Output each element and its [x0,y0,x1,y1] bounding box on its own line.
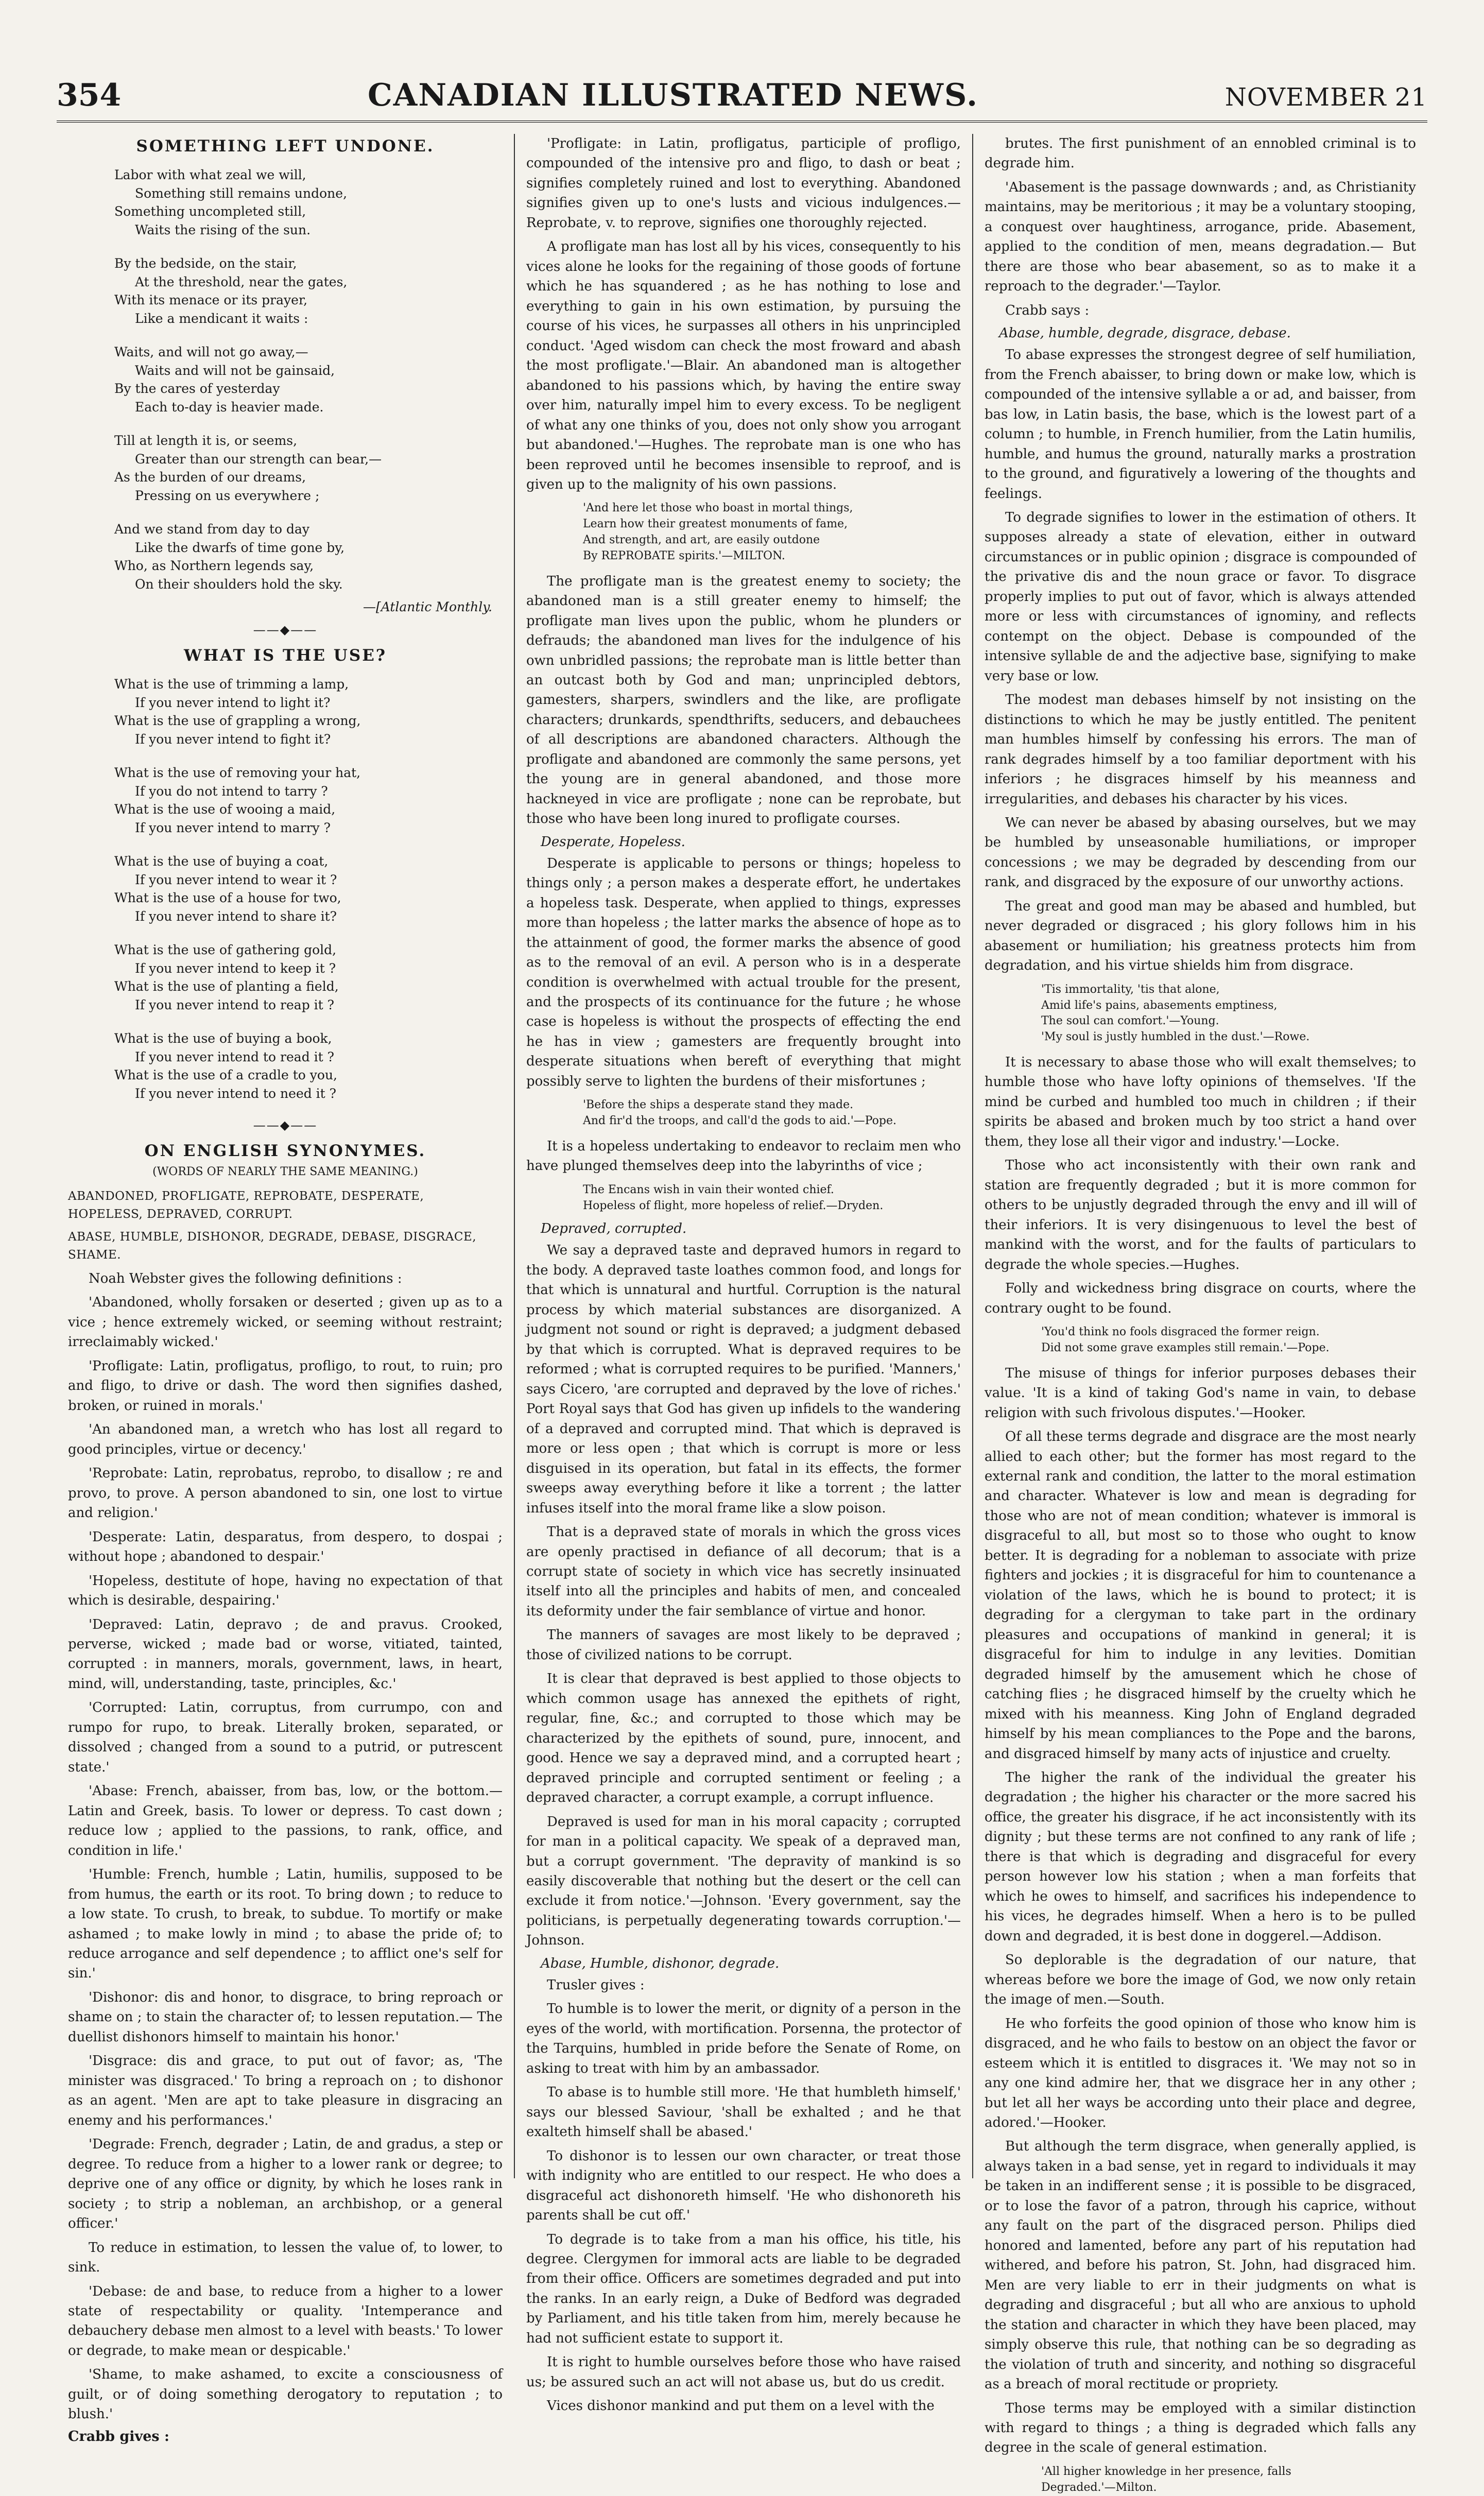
poem1-attribution: —[Atlantic Monthly. [363,599,492,614]
paragraph: 'Shame, to make ashamed, to excite a consciousness of guilt, or of doing something derogatory to reputation ; to blush.' [68,2367,503,2422]
poem-line: Till at length it is, or seems, [114,433,298,448]
paragraph: 'Desperate: Latin, desparatus, from despero, to dospai ; without hope ; abandoned to despair.' [68,1529,503,1565]
paragraph-block [985,1364,1416,2458]
paragraph: To abase expresses the strongest degree of self humiliation, from the French abaisser, to bring down or make low, which is compounded of the intensive syllable a or ad, and baisser, from bas low, in Latin basis, the base, which is the lowest part of a column ; to humble, in French humilier, from the Latin humilis, humble, and humus the ground, naturally marks a prostration to the ground, and figuratively a lowering of the thoughts and feelings. [985,347,1416,502]
poem2-body [68,675,503,1103]
quotation [985,2464,1416,2496]
paragraph: brutes. The first punishment of an ennobled criminal is to degrade him. [985,136,1416,171]
quote-line: Did not some grave examples still remain.'—Pope. [1041,1341,1330,1354]
paragraph: To degrade signifies to lower in the estimation of others. It supposes already a state of elevation, either in outward circumstances or in public opinion ; disgrace is compounded of the privative dis and the noun grace or favor. To disgrace properly implies to put out of favor, which is always attended more or less with circumstances of ignominy, and reflects contempt on the object. Debase is compounded of the intensive syllable de and the adjective base, signifying to make very base or low. [985,509,1416,684]
paragraph: Desperate is applicable to persons or things; hopeless to things only ; a person makes a desperate effort, he undertakes a hopeless task. Desperate, when applied to things, expresses more than hopeless ; the latter marks the absence of hope as to the attainment of good, the former marks the absence of good as to the removal of an evil. A person who is in a desperate condition is overwhelmed with actual trouble for the present, and the prospects of its continuance for the future ; he whose case is hopeless is without the prospects of effecting the end he has in view ; gamesters are frequently brought into desperate situations when bereft of everything that might possibly serve to lighten the burdens of their misfortunes ; [526,855,961,1089]
paragraph: 'Depraved: Latin, depravo ; de and pravus. Crooked, perverse, wicked ; made bad or worse, vitiated, tainted, corrupted : in manners, morals, government, laws, in heart, mind, will, understanding, taste, principles, &c.' [68,1616,503,1692]
paragraph: To reduce in estimation, to lessen the value of, to lower, to sink. [68,2240,503,2276]
quotation [985,982,1416,1045]
paragraph: It is right to humble ourselves before those who have raised us; be assured such an act will not abase us, but do us credit. [526,2354,961,2390]
poem-line: What is the use of a cradle to you, [114,1068,337,1082]
crabb-gives: Crabb gives : [68,2428,169,2445]
quote-line: The Encans wish in vain their wonted chief. [583,1183,834,1196]
poem-line: Labor with what zeal we will, [114,167,306,182]
paragraph: 'Debase: de and base, to reduce from a higher to a lower state of respectability or quality. 'Intemperance and debauchery debase men almost to a level with beasts.' To lower or degrade, to make mean or despicable.' [68,2283,503,2359]
paragraph: To dishonor is to lessen our own character, or treat those with indignity who are entitled to our respect. He who does a disgraceful act dishonoreth himself. 'He who dishonoreth his parents shall be cut off.' [526,2148,961,2224]
quote-line: 'And here let those who boast in mortal things, [583,502,853,515]
paragraph-block [526,1975,961,2416]
poem-line: Pressing on us everywhere ; [135,488,320,503]
paragraph: The manners of savages are most likely to be depraved ; those of civilized nations to be corrupt. [526,1627,961,1663]
poem1-body [68,166,503,593]
paragraph: Trusler gives : [547,1977,645,1993]
paragraph: 'Abandoned, wholly forsaken or deserted ; given up as to a vice ; hence extremely wicked, or seeming without restraint; irreclaimably wicked.' [68,1295,503,1350]
poem-line: And we stand from day to day [114,522,310,537]
issue-date: NOVEMBER 21 [1224,83,1427,112]
paragraph: 'Humble: French, humble ; Latin, humilis, supposed to be from humus, the earth or its root. To bring down ; to reduce to a low state. To crush, to break, to subdue. To mortify or make ashamed ; to make lowly in mind ; to abase the pride of; to reduce arrogance and self dependence ; to afflict one's self for sin.' [68,1867,503,1982]
paragraph: 'Abase: French, abaisser, from bas, low, or the bottom.— Latin and Greek, basis. To lower or depress. To cast down ; reduce low ; applied to the passions, to rank, office, and condition in life.' [68,1783,503,1858]
quote-line: And strength, and art, are easily outdone [583,533,820,547]
poem-line: Like a mendicant it waits : [135,311,308,326]
stanza [114,941,503,1014]
poem-line: Something uncompleted still, [114,204,306,219]
stanza [114,852,503,925]
quote-line: 'Before the ships a desperate stand they made. [583,1098,854,1112]
subsection-label: Desperate, Hopeless. [541,834,685,850]
paragraph: So deplorable is the degradation of our nature, that whereas before we bore the image of God, we now only retain the image of men.—South. [985,1952,1416,2008]
article-subtitle: (WORDS OF NEARLY THE SAME MEANING.) [152,1165,418,1178]
paragraph: But although the term disgrace, when generally applied, is always taken in a bad sense, yet in regard to individuals it may be taken in an indifferent sense ; it is possible to be disgraced, or to lose the favor of a patron, through his caprice, without any fault on the part of the disgraced person. Philips died honored and lamented, before any part of his reputation had withered, and before his patron, St. John, had disgraced him. Men are very liable to err in their judgments on what is degrading and disgraceful ; but all who are anxious to uphold the station and character in which they have been placed, may simply observe this rule, that nothing can be so degrading as the violation of truth and sincerity, and nothing so disgraceful as a breach of moral rectitude or propriety. [985,2139,1416,2392]
poem-line: What is the use of wooing a maid, [114,802,336,817]
poem2-title: WHAT IS THE USE? [184,646,387,665]
paragraph: He who forfeits the good opinion of those who know him is disgraced, and he who fails to bestow on an object the favor or esteem which it is entitled to disgraces it. 'We may not so in any one kind admire her, that we disgrace her in any other ; but let all her ways be according unto their place and degree, adored.'—Hooker. [985,2016,1416,2130]
paragraph: It is a hopeless undertaking to endeavor to reclaim men who have plunged themselves deep into the labyrinths of vice ; [526,1138,961,1174]
paragraph: To degrade is to take from a man his office, his title, his degree. Clergymen for immoral acts are liable to be degraded from their office. Officers are sometimes degraded and put into the ranks. In an early reign, a Duke of Bedford was degraded by Parliament, and his title taken from him, merely because he had not sufficient estate to support it. [526,2231,961,2346]
section-divider: ——◆—— [253,623,318,637]
paragraph: A profligate man has lost all by his vices, consequently to his vices alone he looks for the regaining of those goods of fortune which he has squandered ; as he has nothing to lose and everything to gain in his own estimation, by pursuing the course of his vices, he surpasses all others in his unprincipled conduct. 'Aged wisdom can check the most froward and abash the most profligate.'—Blair. An abandoned man is altogether abandoned to his passions which, by having the entire sway over him, naturally impel him to every excess. To be negligent of what any one thinks of you, does not only show you arrogant but abandoned.'—Hughes. The reprobate man is one who has been reproved until he becomes insensible to reproof, and is given up to the malignity of his own passions. [526,239,961,492]
paragraph: That is a depraved state of morals in which the gross vices are openly practised in defiance of all decorum; that is a corrupt state of society in which vice has secretly insinuated itself into all the principles and habits of men, and concealed its deformity under the fair semblance of virtue and honor. [526,1524,961,1619]
paragraph: The profligate man is the greatest enemy to society; the abandoned man is a still greater enemy to himself; the profligate man lives upon the public, whom he plunders or defrauds; the abandoned man lives for the indulgence of his own unbridled passions; the reprobate man is little better than an outcast both by God and man; unprincipled debtors, gamesters, sharpers, swindlers and the like, are profligate characters; drunkards, spendthrifts, seducers, and debauchees of all descriptions are abandoned characters. Although the profligate and abandoned are commonly the same persons, yet the young are in general abandoned, and those more hackneyed in vice are profligate ; none can be reprobate, but those who have been long inured to profligate courses. [526,573,961,827]
paragraph: 'Corrupted: Latin, corruptus, from currumpo, con and rumpo for rupo, to break. Literally broken, separated, or dissolved ; changed from a sound to a putrid, or putrescent state.' [68,1700,503,1775]
poem-line: If you never intend to keep it ? [135,960,336,976]
poem-line: By the cares of yesterday [114,381,280,396]
subsection-label: Depraved, corrupted. [541,1221,687,1237]
paragraph: Crabb says : [1005,302,1090,318]
poem-line: Waits, and will not go away,— [114,345,308,359]
paragraph: Those who act inconsistently with their own rank and station are frequently degraded ; but it is more common for others to be unjustly degraded through the envy and ill will of their inferiors. It is very disingenuous to level the best of mankind with the worst, and for the faults of particulars to degrade the whole species.—Hughes. [985,1158,1416,1272]
poem-line: On their shoulders hold the sky. [135,576,343,592]
article-title: ON ENGLISH SYNONYMES. [144,1142,426,1160]
paragraph: We say a depraved taste and depraved humors in regard to the body. A depraved taste loathes common food, and longs for that which is unnatural and hurtful. Corruption is the natural process by which material substances are disorganized. A judgment not sound or right is depraved; a judgment debased by that which is corrupted. What is depraved requires to be reformed ; what is corrupted requires to be purified. 'Manners,' says Cicero, 'are corrupted and depraved by the love of riches.' Port Royal says that God has given up infidels to the wandering of a depraved and corrupted mind. That which is depraved is more or less open ; that which is corrupt is more or less disguised in its operation, but fatal in its effects, the former sweeps away everything before it like a torrent ; the latter infuses itself into the moral frame like a slow poison. [526,1243,961,1516]
poem-line: What is the use of gathering gold, [114,942,337,957]
poem-line: By the bedside, on the stair, [114,256,297,271]
column-3 [973,134,1427,2494]
quote-line: By REPROBATE spirits.'—MILTON. [583,549,785,562]
paragraph: Vices dishonor mankind and put them on a level with the [547,2398,935,2414]
paragraph-block [985,1053,1416,1318]
paragraph: The misuse of things for inferior purposes debases their value. 'It is a kind of taking God's name in vain, to debase religion with such frivolous disputes.'—Hooker. [985,1365,1416,1421]
paragraph: It is necessary to abase those who will exalt themselves; to humble those who have lofty opinions of themselves. 'If the mind be curbed and humbled too much in children ; if their spirits be abased and broken much by too strict a hand over them, they lose all their vigor and industry.'—Locke. [985,1054,1416,1149]
paragraph: The modest man debases himself by not insisting on the distinctions to which he may be justly entitled. The penitent man humbles himself by confessing his errors. The man of rank degrades himself by a too familiar deportment with his inferiors ; he disgraces himself by his meanness and irregularities, and debases his character by his vices. [985,692,1416,807]
stanza [114,675,503,748]
quotation [526,501,961,564]
paragraph: Noah Webster gives the following definitions : [89,1271,402,1286]
quotation [526,1097,961,1129]
poem-line: Waits the rising of the sun. [135,222,311,237]
paragraph: Folly and wickedness bring disgrace on courts, where the contrary ought to be found. [985,1281,1416,1316]
poem-line: If you never intend to need it ? [135,1086,337,1101]
poem1-title: SOMETHING LEFT UNDONE. [136,137,435,156]
masthead [57,77,1427,123]
paragraph: The higher the rank of the individual the greater his degradation ; the higher his character or the more sacred his office, the greater his disgrace, if he act inconsistently with its dignity ; but these terms are not confined to any rank of life ; there is that which is degrading and disgraceful for every person however low his station ; when a man forfeits that which he owes to himself, and sacrifices his independence to his vices, he degrades himself. When a hero is to be pulled down and degraded, it is best done in doggerel.—Addison. [985,1770,1416,1944]
quote-line: 'All higher knowledge in her presence, falls [1041,2465,1291,2478]
paragraph-block [526,1241,961,1950]
paragraph-block [526,854,961,1092]
paragraph: Those terms may be employed with a similar distinction with regard to things ; a thing is degraded which falls any degree in the scale of general estimation. [985,2400,1416,2456]
poem-line: Who, as Northern legends say, [114,558,314,573]
paragraph: 'Hopeless, destitute of hope, having no expectation of that which is desirable, despairing.' [68,1573,503,1609]
paragraph-block [526,572,961,829]
quote-line: Learn how their greatest monuments of fame, [583,518,848,531]
paragraph: 'Disgrace: dis and grace, to put out of favor; as, 'The minister was disgraced.' To bring a reproach on ; to dishonor as an agent. 'Men are apt to take pleasure in disgracing an enemy and his performances.' [68,2053,503,2128]
paragraph-block [985,345,1416,976]
paragraph-block [526,134,961,494]
poem-line: If you never intend to share it? [135,908,337,924]
synonym-group-2: ABASE, HUMBLE, DISHONOR, DEGRADE, DEBASE, DISGRACE, SHAME. [68,1230,477,1262]
stanza [114,166,503,239]
stanza [114,254,503,328]
poem-line: What is the use of trimming a lamp, [114,677,349,692]
stanza [114,432,503,505]
paragraph: 'An abandoned man, a wretch who has lost all regard to good principles, virtue or decency.' [68,1422,503,1457]
poem-line: Greater than our strength can bear,— [135,451,382,467]
poem-line: Each to-day is heavier made. [135,399,324,415]
quotation [985,1324,1416,1356]
quote-line: 'You'd think no fools disgraced the former reign. [1041,1326,1320,1339]
poem-line: What is the use of removing your hat, [114,765,361,780]
poem-line: What is the use of grappling a wrong, [114,713,361,728]
paragraph-block [526,1137,961,1176]
poem-line: Something still remains undone, [135,185,348,201]
paragraph: 'Profligate: in Latin, profligatus, participle of profligo, compounded of the intensive pro and fligo, to dash or beat ; signifies completely ruined and lost to everything. Abandoned signifies given up to one's lusts and vicious indulgences.— Reprobate, v. to reprove, signifies one thoroughly rejected. [526,136,961,231]
poem-line: What is the use of buying a book, [114,1031,332,1046]
paragraph: Depraved is used for man in his moral capacity ; corrupted for man in a political capacity. We speak of a depraved man, but a corrupt government. 'The depravity of mankind is so easily discoverable that nothing but the desert or the cell can exclude it from notice.'—Johnson. 'Every government, say the politicians, is perpetually degenerating towards corruption.'—Johnson. [526,1814,961,1949]
quote-line: The soul can comfort.'—Young. [1041,1014,1219,1028]
paragraph-block [985,134,1416,320]
quotation [526,1182,961,1214]
poem-line: Waits and will not be gainsaid, [135,363,335,378]
poem-line: If you never intend to read it ? [135,1049,335,1064]
poem-line: What is the use of planting a field, [114,979,339,994]
poem-line: If you never intend to reap it ? [135,997,335,1012]
poem-line: If you never intend to wear it ? [135,872,337,887]
stanza [114,1029,503,1103]
paragraph: 'Degrade: French, degrader ; Latin, de and gradus, a step or degree. To reduce from a higher to a lower rank or degree; to deprive one of any office or dignity, by which he loses rank in society ; to strip a nobleman, an archbishop, or a general officer.' [68,2137,503,2232]
paragraph: To humble is to lower the merit, or dignity of a person in the eyes of the world, with mortification. Porsenna, the protector of the Tarquins, humbled in pride before the Senate of Rome, on asking to treat with him by an ambassador. [526,2001,961,2076]
column-1-paragraphs [68,1269,503,2424]
poem-line: If you never intend to light it? [135,695,331,710]
paragraph: 'Dishonor: dis and honor, to disgrace, to bring reproach or shame on ; to stain the character of; to lessen reputation.— The duellist dishonors himself to maintain his honor.' [68,1989,503,2045]
subsection-label: Abase, humble, degrade, disgrace, debase. [999,325,1291,341]
stanza [114,520,503,593]
poem-line: What is the use of buying a coat, [114,854,329,869]
quote-line: 'My soul is justly humbled in the dust.'—Rowe. [1041,1030,1310,1044]
synonym-group-1: ABANDONED, PROFLIGATE, REPROBATE, DESPERATE, HOPELESS, DEPRAVED, CORRUPT. [68,1190,424,1221]
paragraph: To abase is to humble still more. 'He that humbleth himself,' says our blessed Saviour, 'shall be exhalted ; and he that exalteth himself shall be abased.' [526,2085,961,2140]
poem-line: If you never intend to fight it? [135,731,331,747]
paragraph: 'Profligate: Latin, profligatus, profligo, to rout, to ruin; pro and fligo, to drive or dash. The word then signifies dashed, broken, or ruined in morals.' [68,1358,503,1414]
paragraph: We can never be abased by abasing ourselves, but we may be humbled by unseasonable humiliations, or improper concessions ; we may be degraded by descending from our rank, and disgraced by the exposure of our unworthy actions. [985,815,1416,890]
quote-line: And fir'd the troops, and call'd the gods to aid.'—Pope. [583,1114,896,1128]
column-1 [57,134,515,2445]
quote-line: Amid life's pains, abasements emptiness, [1041,999,1278,1012]
quote-line: Hopeless of flight, more hopeless of relief.—Dryden. [583,1199,884,1212]
poem-line: At the threshold, near the gates, [135,274,348,289]
section-divider: ——◆—— [253,1118,318,1132]
subsection-label: Abase, Humble, dishonor, degrade. [541,1955,780,1971]
poem-line: As the burden of our dreams, [114,470,306,485]
paper-title: CANADIAN ILLUSTRATED NEWS. [368,77,979,113]
poem-line: With its menace or its prayer, [114,292,308,307]
page-number: 354 [57,77,122,113]
paragraph: 'Reprobate: Latin, reprobatus, reprobo, to disallow ; re and provo, to prove. A person abandoned to sin, one lost to virtue and religion.' [68,1466,503,1521]
poem-line: If you never intend to marry ? [135,820,331,835]
quote-line: Degraded.'—Milton. [1041,2481,1157,2494]
stanza [114,343,503,416]
column-2 [515,134,973,2414]
paragraph: It is clear that depraved is best applied to those objects to which common usage has annexed the epithets of right, regular, fine, &c.; and corrupted to those which may be characterized by the epithets of sound, pure, innocent, and good. Hence we say a depraved mind, and a corrupted heart ; depraved principle and corrupted sentiment or feeling ; a depraved character, a corrupt example, a corrupt influence. [526,1671,961,1806]
paragraph: Of all these terms degrade and disgrace are the most nearly allied to each other; but the former has most regard to the external rank and condition, the latter to the moral estimation and character. Whatever is low and mean is degrading for those who are not of mean condition; whatever is immoral is disgraceful to all, but most so to those who ought to know better. It is degrading for a nobleman to associate with prize fighters and jockies ; it is disgraceful for him to countenance a violation of the laws, which he is bound to protect; it is degrading for a clergyman to take part in the ordinary pleasures and occupations of mankind in general; it is disgraceful for him to indulge in any levities. Domitian degraded himself by the amusement which he chose of catching flies ; he disgraced himself by the cruelty which he mixed with his meanness. King John of England degraded himself by his mean compliances to the Pope and the barons, and disgraced himself by many acts of injustice and cruelty. [985,1429,1416,1762]
paragraph: 'Abasement is the passage downwards ; and, as Christianity maintains, may be meritorious ; it may be a voluntary stooping, a conquest over haughtiness, arrogance, pride. Abasement, applied to the condition of men, means degradation.— But there are those who bear abasement, so as to make it a reproach to the degrader.'—Taylor. [985,179,1416,295]
stanza [114,764,503,837]
paragraph: The great and good man may be abased and humbled, but never degraded or disgraced ; his glory follows him in his abasement or humiliation; his greatness protects him from degradation, and his virtue shields him from disgrace. [985,898,1416,974]
quote-line: 'Tis immortality, 'tis that alone, [1041,983,1220,996]
poem-line: If you do not intend to tarry ? [135,783,328,799]
poem-line: Like the dwarfs of time gone by, [135,540,345,555]
poem-line: What is the use of a house for two, [114,890,341,905]
columns [57,134,1427,2494]
